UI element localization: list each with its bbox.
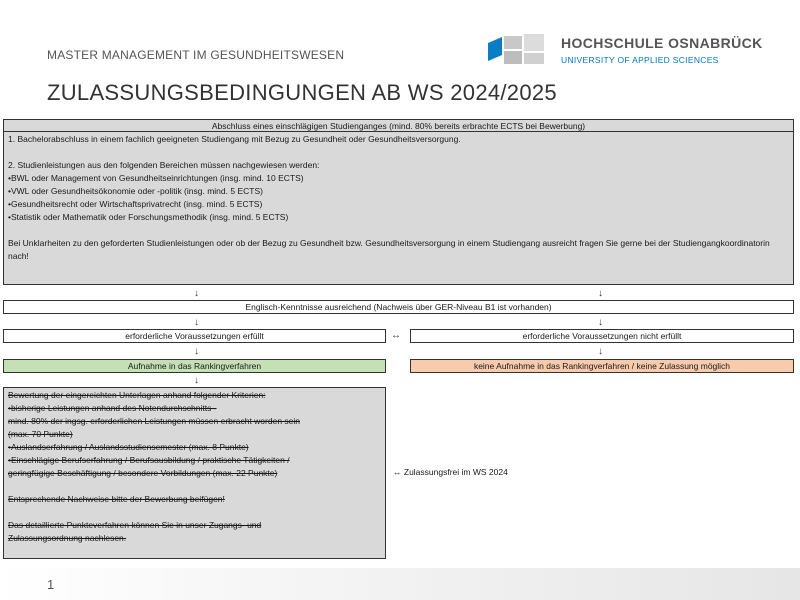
university-logo-icon: [488, 33, 544, 65]
logo-subtitle: UNIVERSITY OF APPLIED SCIENCES: [561, 55, 719, 65]
admission-free-label: Zulassungsfrei im WS 2024: [403, 467, 508, 477]
down-arrow-icon: ↓: [598, 317, 603, 328]
requirements-met-box: erforderliche Voraussetzungen erfüllt: [3, 329, 386, 343]
down-arrow-icon: ↓: [194, 375, 199, 386]
degree-requirement-heading: Abschluss eines einschlägigen Studienganges (mind. 80% bereits erbrachte ECTS bei Bewerbung): [3, 119, 794, 132]
no-admission-box: keine Aufnahme in das Rankingverfahren / keine Zulassung möglich: [410, 359, 794, 373]
page-subtitle: MASTER MANAGEMENT IM GESUNDHEITSWESEN: [47, 48, 345, 62]
page-title: ZULASSUNGSBEDINGUNGEN AB WS 2024/2025: [47, 80, 557, 105]
requirements-not-met-box: erforderliche Voraussetzungen nicht erfüllt: [410, 329, 794, 343]
ranking-criteria-box: Bewertung der eingereichten Unterlagen anhand folgender Kriterien: •bisherige Leistungen anhand des Notendurchschnitts - mind. 80% der ingsg. erforderlichen Leistungen müssen erbracht worden sein (max. 70 Punkte) •Auslandserfahrung / Auslandsstudiensemester (max. 8 Punkte) •Einschlägige Berufserfahrung / Berufsausbildung / praktische Tätigkeiten / geringfügige Beschäftigung / besondere Vorbildungen (max. 22 Punkte) Entsprechende Nachweise bitte der Bewerbung beifügen! Das detaillierte Punkteverfahren können Sie in unser Zugangs- und Zulassungsordnung nachlesen.: [3, 387, 386, 559]
footer-band: [0, 568, 800, 600]
degree-requirement-details: 1. Bachelorabschluss in einem fachlich geeigneten Studiengang mit Bezug zu Gesundheit oder Gesundheitsversorgung. 2. Studienleistungen aus den folgenden Bereichen müssen nachgewiesen werden: •BWL oder Management von Gesundheitseinrichtungen (insg. mind. 10 ECTS) •VWL oder Gesundheitsökonomie oder -politik (insg. mind. 5 ECTS) •Gesundheitsrecht oder Wirtschaftsprivatrecht (insg. mind. 5 ECTS) •Statistik oder Mathematik oder Forschungsmethodik (insg. mind. 5 ECTS) Bei Unklarheiten zu den geforderten Studienleistungen oder ob der Bezug zu Gesundheit bzw. Gesundheitsversorgung in einem Studiengang ausreicht fragen Sie gerne bei der Studiengangkoordinatorin nach!: [3, 131, 794, 285]
admission-free-note: [393, 467, 508, 477]
english-requirement-box: Englisch-Kenntnisse ausreichend (Nachweis über GER-Niveau B1 ist vorhanden): [3, 300, 794, 314]
logo-name: HOCHSCHULE OSNABRÜCK: [561, 35, 763, 51]
down-arrow-icon: ↓: [598, 346, 603, 357]
ranking-admission-box: Aufnahme in das Rankingverfahren: [3, 359, 386, 373]
bidirectional-arrow-icon: ↔: [393, 467, 402, 477]
page-number: 1: [47, 577, 55, 592]
down-arrow-icon: ↓: [598, 288, 603, 299]
down-arrow-icon: ↓: [194, 288, 199, 299]
down-arrow-icon: ↓: [194, 346, 199, 357]
bidirectional-arrow-icon: ↔: [391, 330, 401, 341]
down-arrow-icon: ↓: [194, 317, 199, 328]
